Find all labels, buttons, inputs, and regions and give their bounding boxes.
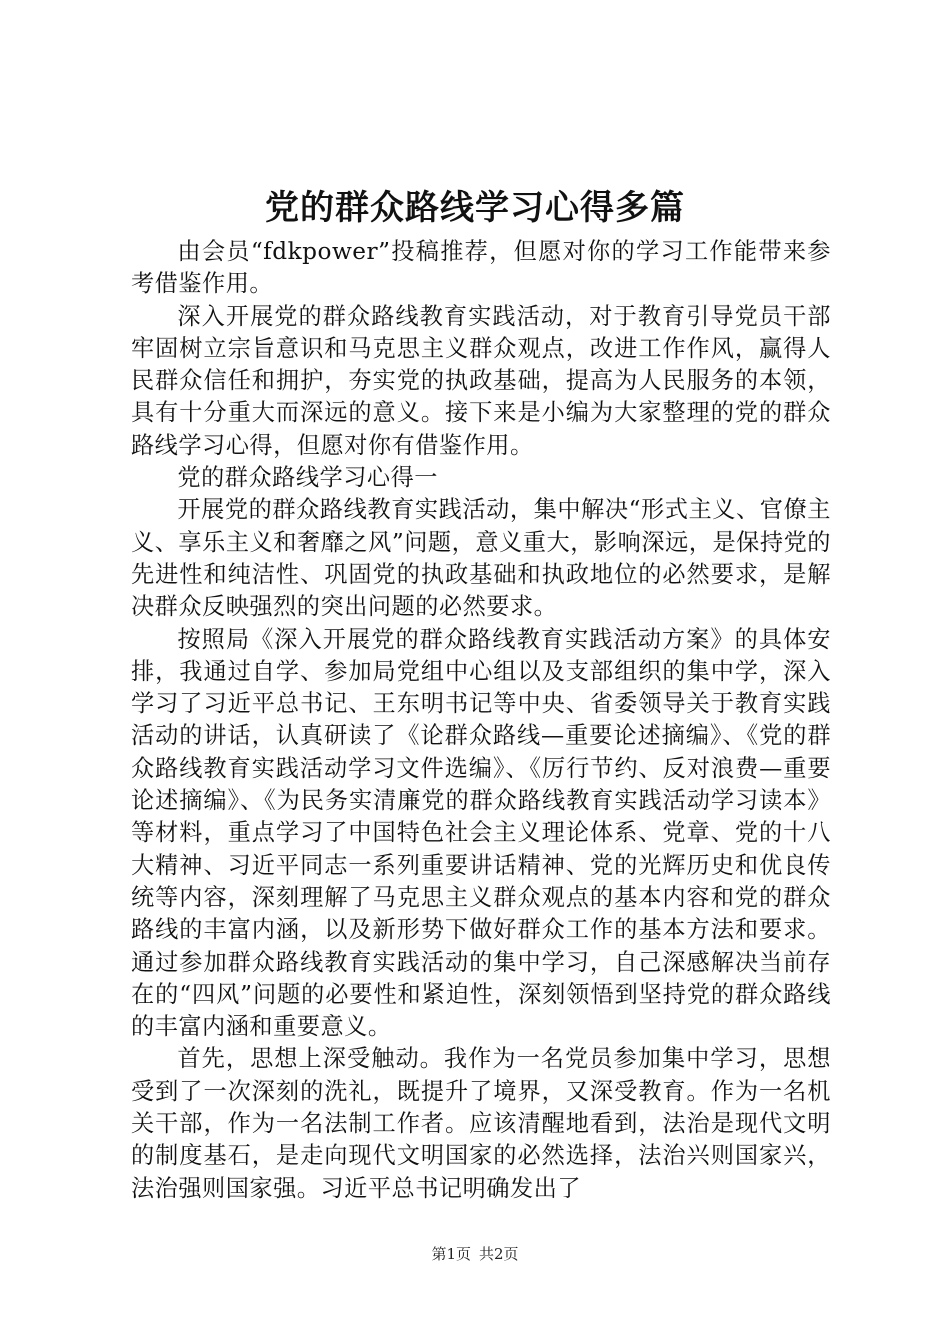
paragraph-intro: 由会员“fdkpower”投稿推荐，但愿对你的学习工作能带来参考借鉴作用。: [131, 238, 831, 298]
document-title: 党的群众路线学习心得多篇: [265, 188, 685, 228]
document-body: [131, 236, 831, 1205]
paragraph-body: 开展党的群众路线教育实践活动，集中解决“形式主义、官僚主义、享乐主义和奢靡之风”问题，意义重大，影响深远，是保持党的先进性和纯洁性、巩固党的执政基础和执政地位的必然要求，是解决群众反映强烈的突出问题的必然要求。: [131, 496, 831, 621]
page-footer: [0, 1243, 950, 1265]
paragraph-summary: 深入开展党的群众路线教育实践活动，对于教育引导党员干部牢固树立宗旨意识和马克思主义群众观点，改进工作作风，赢得人民群众信任和拥护，夯实党的执政基础，提高为人民服务的本领，具有十分重大而深远的意义。接下来是小编为大家整理的党的群众路线学习心得，但愿对你有借鉴作用。: [131, 302, 831, 459]
paragraph-body: 首先，思想上深受触动。我作为一名党员参加集中学习，思想受到了一次深刻的洗礼，既提升了境界，又深受教育。作为一名机关干部，作为一名法制工作者。应该清醒地看到，法治是现代文明的制度基石，是走向现代文明国家的必然选择，法治兴则国家兴，法治强则国家强。习近平总书记明确发出了: [131, 1045, 831, 1202]
page-number: 第1页: [431, 1245, 471, 1263]
section-heading: 党的群众路线学习心得一: [177, 464, 438, 492]
paragraph-body: 按照局《深入开展党的群众路线教育实践活动方案》的具体安排，我通过自学、参加局党组中心组以及支部组织的集中学，深入学习了习近平总书记、王东明书记等中央、省委领导关于教育实践活动的讲话，认真研读了《论群众路线—重要论述摘编》、《党的群众路线教育实践活动学习文件选编》、《厉行节约、反对浪费—重要论述摘编》、《为民务实清廉党的群众路线教育实践活动学习读本》等材料，重点学习了中国特色社会主义理论体系、党章、党的十八大精神、习近平同志一系列重要讲话精神、党的光辉历史和优良传统等内容，深刻理解了马克思主义群众观点的基本内容和党的群众路线的丰富内涵，以及新形势下做好群众工作的基本方法和要求。通过参加群众路线教育实践活动的集中学习，自己深感解决当前存在的“四风”问题的必要性和紧迫性，深刻领悟到坚持党的群众路线的丰富内涵和重要意义。: [131, 625, 831, 1041]
page-total: 共2页: [479, 1245, 519, 1263]
